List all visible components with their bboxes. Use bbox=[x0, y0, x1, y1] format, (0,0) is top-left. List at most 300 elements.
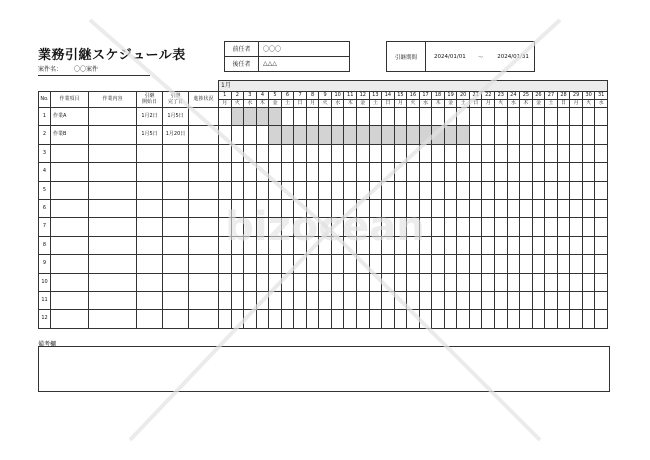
gantt-cell[interactable] bbox=[545, 126, 558, 144]
gantt-cell[interactable] bbox=[219, 255, 232, 273]
gantt-cell[interactable] bbox=[482, 218, 495, 236]
gantt-cell[interactable] bbox=[545, 181, 558, 199]
gantt-cell[interactable] bbox=[369, 144, 382, 162]
gantt-cell[interactable] bbox=[419, 218, 432, 236]
gantt-bar-cell[interactable] bbox=[294, 126, 307, 144]
gantt-cell[interactable] bbox=[369, 310, 382, 328]
gantt-cell[interactable] bbox=[219, 163, 232, 181]
gantt-cell[interactable] bbox=[357, 163, 370, 181]
gantt-cell[interactable] bbox=[595, 163, 608, 181]
gantt-cell[interactable] bbox=[231, 199, 244, 217]
gantt-cell[interactable] bbox=[319, 273, 332, 291]
gantt-cell[interactable] bbox=[419, 255, 432, 273]
gantt-cell[interactable] bbox=[520, 181, 533, 199]
gantt-cell[interactable] bbox=[595, 126, 608, 144]
gantt-cell[interactable] bbox=[595, 291, 608, 309]
gantt-bar-cell[interactable] bbox=[231, 108, 244, 126]
gantt-cell[interactable] bbox=[495, 163, 508, 181]
gantt-cell[interactable] bbox=[219, 108, 232, 126]
gantt-cell[interactable] bbox=[570, 236, 583, 254]
gantt-cell[interactable] bbox=[495, 273, 508, 291]
gantt-cell[interactable] bbox=[432, 255, 445, 273]
gantt-cell[interactable] bbox=[331, 218, 344, 236]
gantt-cell[interactable] bbox=[520, 163, 533, 181]
gantt-cell[interactable] bbox=[520, 108, 533, 126]
gantt-cell[interactable] bbox=[407, 273, 420, 291]
gantt-cell[interactable] bbox=[570, 218, 583, 236]
gantt-cell[interactable] bbox=[306, 255, 319, 273]
gantt-cell[interactable] bbox=[231, 236, 244, 254]
gantt-cell[interactable] bbox=[319, 108, 332, 126]
gantt-cell[interactable] bbox=[545, 255, 558, 273]
gantt-cell[interactable] bbox=[545, 144, 558, 162]
gantt-cell[interactable] bbox=[432, 144, 445, 162]
gantt-cell[interactable] bbox=[532, 218, 545, 236]
gantt-cell[interactable] bbox=[507, 310, 520, 328]
remarks-box[interactable] bbox=[38, 346, 610, 392]
gantt-cell[interactable] bbox=[306, 310, 319, 328]
gantt-cell[interactable] bbox=[532, 291, 545, 309]
gantt-cell[interactable] bbox=[532, 199, 545, 217]
gantt-cell[interactable] bbox=[244, 255, 257, 273]
gantt-cell[interactable] bbox=[557, 199, 570, 217]
gantt-cell[interactable] bbox=[344, 163, 357, 181]
gantt-cell[interactable] bbox=[419, 291, 432, 309]
gantt-cell[interactable] bbox=[557, 108, 570, 126]
gantt-cell[interactable] bbox=[482, 310, 495, 328]
gantt-cell[interactable] bbox=[469, 126, 482, 144]
gantt-cell[interactable] bbox=[231, 255, 244, 273]
gantt-cell[interactable] bbox=[344, 144, 357, 162]
gantt-cell[interactable] bbox=[382, 273, 395, 291]
gantt-cell[interactable] bbox=[432, 273, 445, 291]
gantt-cell[interactable] bbox=[520, 255, 533, 273]
gantt-cell[interactable] bbox=[294, 108, 307, 126]
gantt-cell[interactable] bbox=[394, 108, 407, 126]
gantt-cell[interactable] bbox=[369, 291, 382, 309]
gantt-cell[interactable] bbox=[244, 163, 257, 181]
gantt-cell[interactable] bbox=[382, 255, 395, 273]
gantt-cell[interactable] bbox=[369, 218, 382, 236]
gantt-cell[interactable] bbox=[382, 181, 395, 199]
gantt-cell[interactable] bbox=[244, 291, 257, 309]
gantt-cell[interactable] bbox=[432, 310, 445, 328]
gantt-cell[interactable] bbox=[382, 108, 395, 126]
gantt-cell[interactable] bbox=[394, 181, 407, 199]
gantt-cell[interactable] bbox=[507, 181, 520, 199]
gantt-bar-cell[interactable] bbox=[269, 108, 282, 126]
gantt-cell[interactable] bbox=[281, 218, 294, 236]
gantt-cell[interactable] bbox=[357, 218, 370, 236]
gantt-cell[interactable] bbox=[495, 108, 508, 126]
gantt-cell[interactable] bbox=[507, 126, 520, 144]
gantt-cell[interactable] bbox=[457, 144, 470, 162]
gantt-cell[interactable] bbox=[582, 310, 595, 328]
gantt-cell[interactable] bbox=[382, 236, 395, 254]
gantt-cell[interactable] bbox=[281, 199, 294, 217]
gantt-cell[interactable] bbox=[482, 236, 495, 254]
gantt-cell[interactable] bbox=[495, 144, 508, 162]
gantt-cell[interactable] bbox=[432, 108, 445, 126]
gantt-cell[interactable] bbox=[331, 291, 344, 309]
gantt-cell[interactable] bbox=[570, 144, 583, 162]
gantt-cell[interactable] bbox=[444, 163, 457, 181]
gantt-cell[interactable] bbox=[595, 310, 608, 328]
gantt-cell[interactable] bbox=[269, 310, 282, 328]
gantt-cell[interactable] bbox=[582, 108, 595, 126]
gantt-cell[interactable] bbox=[231, 310, 244, 328]
gantt-cell[interactable] bbox=[269, 163, 282, 181]
gantt-cell[interactable] bbox=[507, 273, 520, 291]
gantt-cell[interactable] bbox=[269, 181, 282, 199]
gantt-cell[interactable] bbox=[319, 236, 332, 254]
gantt-cell[interactable] bbox=[532, 144, 545, 162]
gantt-cell[interactable] bbox=[331, 273, 344, 291]
gantt-cell[interactable] bbox=[570, 163, 583, 181]
gantt-cell[interactable] bbox=[369, 181, 382, 199]
gantt-cell[interactable] bbox=[532, 236, 545, 254]
gantt-cell[interactable] bbox=[482, 144, 495, 162]
gantt-cell[interactable] bbox=[294, 291, 307, 309]
gantt-cell[interactable] bbox=[595, 181, 608, 199]
gantt-cell[interactable] bbox=[407, 181, 420, 199]
gantt-cell[interactable] bbox=[294, 199, 307, 217]
gantt-cell[interactable] bbox=[394, 163, 407, 181]
gantt-cell[interactable] bbox=[344, 291, 357, 309]
gantt-cell[interactable] bbox=[457, 310, 470, 328]
gantt-cell[interactable] bbox=[319, 291, 332, 309]
gantt-cell[interactable] bbox=[269, 291, 282, 309]
gantt-cell[interactable] bbox=[457, 181, 470, 199]
gantt-cell[interactable] bbox=[306, 144, 319, 162]
gantt-cell[interactable] bbox=[495, 218, 508, 236]
gantt-cell[interactable] bbox=[557, 310, 570, 328]
gantt-cell[interactable] bbox=[595, 255, 608, 273]
gantt-cell[interactable] bbox=[281, 273, 294, 291]
gantt-cell[interactable] bbox=[219, 310, 232, 328]
gantt-cell[interactable] bbox=[457, 163, 470, 181]
gantt-cell[interactable] bbox=[582, 255, 595, 273]
gantt-cell[interactable] bbox=[294, 255, 307, 273]
gantt-cell[interactable] bbox=[444, 310, 457, 328]
gantt-cell[interactable] bbox=[444, 144, 457, 162]
gantt-cell[interactable] bbox=[319, 310, 332, 328]
gantt-cell[interactable] bbox=[281, 255, 294, 273]
gantt-cell[interactable] bbox=[595, 236, 608, 254]
gantt-cell[interactable] bbox=[244, 144, 257, 162]
gantt-cell[interactable] bbox=[532, 163, 545, 181]
gantt-cell[interactable] bbox=[520, 144, 533, 162]
gantt-bar-cell[interactable] bbox=[331, 126, 344, 144]
gantt-cell[interactable] bbox=[319, 181, 332, 199]
gantt-cell[interactable] bbox=[407, 218, 420, 236]
gantt-cell[interactable] bbox=[532, 108, 545, 126]
gantt-bar-cell[interactable] bbox=[419, 126, 432, 144]
gantt-cell[interactable] bbox=[344, 218, 357, 236]
gantt-cell[interactable] bbox=[444, 108, 457, 126]
gantt-cell[interactable] bbox=[532, 126, 545, 144]
gantt-cell[interactable] bbox=[582, 126, 595, 144]
gantt-cell[interactable] bbox=[219, 126, 232, 144]
gantt-cell[interactable] bbox=[269, 255, 282, 273]
gantt-cell[interactable] bbox=[407, 163, 420, 181]
gantt-cell[interactable] bbox=[344, 236, 357, 254]
gantt-cell[interactable] bbox=[231, 144, 244, 162]
gantt-cell[interactable] bbox=[357, 199, 370, 217]
gantt-bar-cell[interactable] bbox=[256, 108, 269, 126]
gantt-cell[interactable] bbox=[570, 255, 583, 273]
gantt-cell[interactable] bbox=[495, 236, 508, 254]
gantt-cell[interactable] bbox=[256, 218, 269, 236]
gantt-cell[interactable] bbox=[482, 181, 495, 199]
gantt-cell[interactable] bbox=[244, 218, 257, 236]
gantt-cell[interactable] bbox=[457, 108, 470, 126]
gantt-cell[interactable] bbox=[357, 108, 370, 126]
gantt-cell[interactable] bbox=[419, 199, 432, 217]
gantt-cell[interactable] bbox=[570, 126, 583, 144]
gantt-cell[interactable] bbox=[256, 144, 269, 162]
gantt-cell[interactable] bbox=[244, 273, 257, 291]
gantt-cell[interactable] bbox=[231, 163, 244, 181]
gantt-cell[interactable] bbox=[319, 255, 332, 273]
gantt-cell[interactable] bbox=[482, 163, 495, 181]
gantt-cell[interactable] bbox=[545, 218, 558, 236]
gantt-cell[interactable] bbox=[306, 163, 319, 181]
gantt-cell[interactable] bbox=[357, 291, 370, 309]
gantt-cell[interactable] bbox=[495, 291, 508, 309]
gantt-cell[interactable] bbox=[294, 273, 307, 291]
gantt-cell[interactable] bbox=[281, 181, 294, 199]
gantt-cell[interactable] bbox=[231, 218, 244, 236]
gantt-cell[interactable] bbox=[432, 236, 445, 254]
gantt-cell[interactable] bbox=[582, 273, 595, 291]
gantt-cell[interactable] bbox=[520, 236, 533, 254]
gantt-cell[interactable] bbox=[219, 181, 232, 199]
gantt-cell[interactable] bbox=[219, 236, 232, 254]
gantt-cell[interactable] bbox=[344, 255, 357, 273]
gantt-bar-cell[interactable] bbox=[394, 126, 407, 144]
gantt-cell[interactable] bbox=[294, 218, 307, 236]
gantt-cell[interactable] bbox=[357, 310, 370, 328]
gantt-cell[interactable] bbox=[256, 255, 269, 273]
gantt-cell[interactable] bbox=[256, 126, 269, 144]
gantt-cell[interactable] bbox=[407, 144, 420, 162]
gantt-cell[interactable] bbox=[570, 199, 583, 217]
gantt-cell[interactable] bbox=[306, 181, 319, 199]
gantt-cell[interactable] bbox=[306, 236, 319, 254]
gantt-cell[interactable] bbox=[382, 218, 395, 236]
gantt-cell[interactable] bbox=[432, 163, 445, 181]
gantt-cell[interactable] bbox=[570, 108, 583, 126]
gantt-cell[interactable] bbox=[520, 273, 533, 291]
gantt-cell[interactable] bbox=[394, 144, 407, 162]
gantt-cell[interactable] bbox=[269, 236, 282, 254]
gantt-cell[interactable] bbox=[269, 144, 282, 162]
gantt-cell[interactable] bbox=[469, 273, 482, 291]
gantt-cell[interactable] bbox=[382, 163, 395, 181]
gantt-cell[interactable] bbox=[520, 218, 533, 236]
gantt-cell[interactable] bbox=[595, 218, 608, 236]
gantt-cell[interactable] bbox=[407, 310, 420, 328]
gantt-cell[interactable] bbox=[331, 255, 344, 273]
gantt-cell[interactable] bbox=[256, 163, 269, 181]
gantt-cell[interactable] bbox=[469, 181, 482, 199]
gantt-cell[interactable] bbox=[256, 236, 269, 254]
gantt-cell[interactable] bbox=[469, 163, 482, 181]
gantt-cell[interactable] bbox=[457, 199, 470, 217]
gantt-cell[interactable] bbox=[281, 291, 294, 309]
gantt-cell[interactable] bbox=[482, 273, 495, 291]
gantt-cell[interactable] bbox=[407, 255, 420, 273]
gantt-cell[interactable] bbox=[419, 181, 432, 199]
gantt-cell[interactable] bbox=[344, 310, 357, 328]
gantt-cell[interactable] bbox=[244, 199, 257, 217]
gantt-cell[interactable] bbox=[532, 273, 545, 291]
gantt-cell[interactable] bbox=[319, 144, 332, 162]
gantt-cell[interactable] bbox=[557, 291, 570, 309]
gantt-cell[interactable] bbox=[394, 310, 407, 328]
gantt-cell[interactable] bbox=[482, 291, 495, 309]
gantt-cell[interactable] bbox=[457, 218, 470, 236]
gantt-cell[interactable] bbox=[219, 273, 232, 291]
gantt-cell[interactable] bbox=[394, 218, 407, 236]
gantt-cell[interactable] bbox=[231, 291, 244, 309]
gantt-cell[interactable] bbox=[269, 218, 282, 236]
gantt-cell[interactable] bbox=[520, 126, 533, 144]
gantt-cell[interactable] bbox=[482, 255, 495, 273]
gantt-bar-cell[interactable] bbox=[407, 126, 420, 144]
gantt-cell[interactable] bbox=[595, 144, 608, 162]
gantt-cell[interactable] bbox=[319, 218, 332, 236]
gantt-cell[interactable] bbox=[382, 199, 395, 217]
gantt-cell[interactable] bbox=[219, 199, 232, 217]
gantt-cell[interactable] bbox=[357, 273, 370, 291]
gantt-cell[interactable] bbox=[507, 255, 520, 273]
gantt-cell[interactable] bbox=[256, 273, 269, 291]
gantt-cell[interactable] bbox=[344, 199, 357, 217]
gantt-cell[interactable] bbox=[532, 181, 545, 199]
gantt-cell[interactable] bbox=[582, 163, 595, 181]
gantt-cell[interactable] bbox=[369, 199, 382, 217]
gantt-cell[interactable] bbox=[469, 310, 482, 328]
gantt-cell[interactable] bbox=[331, 236, 344, 254]
gantt-cell[interactable] bbox=[244, 310, 257, 328]
gantt-cell[interactable] bbox=[444, 273, 457, 291]
gantt-cell[interactable] bbox=[595, 108, 608, 126]
gantt-cell[interactable] bbox=[407, 236, 420, 254]
gantt-cell[interactable] bbox=[557, 126, 570, 144]
gantt-cell[interactable] bbox=[344, 273, 357, 291]
gantt-cell[interactable] bbox=[419, 163, 432, 181]
gantt-bar-cell[interactable] bbox=[244, 108, 257, 126]
gantt-cell[interactable] bbox=[219, 144, 232, 162]
gantt-cell[interactable] bbox=[269, 273, 282, 291]
gantt-cell[interactable] bbox=[419, 236, 432, 254]
gantt-cell[interactable] bbox=[306, 199, 319, 217]
gantt-bar-cell[interactable] bbox=[432, 126, 445, 144]
gantt-cell[interactable] bbox=[231, 126, 244, 144]
gantt-cell[interactable] bbox=[557, 273, 570, 291]
gantt-cell[interactable] bbox=[294, 236, 307, 254]
gantt-cell[interactable] bbox=[595, 199, 608, 217]
gantt-cell[interactable] bbox=[369, 236, 382, 254]
gantt-cell[interactable] bbox=[507, 291, 520, 309]
gantt-cell[interactable] bbox=[357, 236, 370, 254]
gantt-bar-cell[interactable] bbox=[369, 126, 382, 144]
gantt-cell[interactable] bbox=[382, 291, 395, 309]
gantt-cell[interactable] bbox=[244, 181, 257, 199]
gantt-cell[interactable] bbox=[419, 273, 432, 291]
gantt-cell[interactable] bbox=[294, 181, 307, 199]
gantt-cell[interactable] bbox=[507, 108, 520, 126]
gantt-cell[interactable] bbox=[281, 108, 294, 126]
gantt-cell[interactable] bbox=[520, 310, 533, 328]
gantt-cell[interactable] bbox=[344, 181, 357, 199]
gantt-bar-cell[interactable] bbox=[457, 126, 470, 144]
gantt-cell[interactable] bbox=[469, 291, 482, 309]
gantt-cell[interactable] bbox=[306, 273, 319, 291]
gantt-cell[interactable] bbox=[520, 291, 533, 309]
gantt-cell[interactable] bbox=[331, 310, 344, 328]
gantt-cell[interactable] bbox=[331, 108, 344, 126]
gantt-cell[interactable] bbox=[482, 126, 495, 144]
gantt-cell[interactable] bbox=[582, 291, 595, 309]
gantt-cell[interactable] bbox=[545, 236, 558, 254]
gantt-cell[interactable] bbox=[495, 199, 508, 217]
gantt-cell[interactable] bbox=[231, 273, 244, 291]
gantt-cell[interactable] bbox=[570, 310, 583, 328]
gantt-cell[interactable] bbox=[419, 310, 432, 328]
gantt-cell[interactable] bbox=[432, 218, 445, 236]
gantt-cell[interactable] bbox=[382, 310, 395, 328]
gantt-cell[interactable] bbox=[545, 108, 558, 126]
gantt-cell[interactable] bbox=[532, 310, 545, 328]
gantt-cell[interactable] bbox=[520, 199, 533, 217]
gantt-cell[interactable] bbox=[319, 199, 332, 217]
gantt-cell[interactable] bbox=[495, 126, 508, 144]
gantt-cell[interactable] bbox=[570, 291, 583, 309]
gantt-cell[interactable] bbox=[457, 255, 470, 273]
gantt-cell[interactable] bbox=[407, 108, 420, 126]
gantt-cell[interactable] bbox=[331, 163, 344, 181]
gantt-cell[interactable] bbox=[306, 218, 319, 236]
gantt-cell[interactable] bbox=[306, 291, 319, 309]
gantt-cell[interactable] bbox=[357, 181, 370, 199]
gantt-cell[interactable] bbox=[394, 273, 407, 291]
gantt-cell[interactable] bbox=[557, 255, 570, 273]
gantt-cell[interactable] bbox=[507, 218, 520, 236]
gantt-cell[interactable] bbox=[545, 310, 558, 328]
gantt-cell[interactable] bbox=[357, 144, 370, 162]
gantt-cell[interactable] bbox=[256, 310, 269, 328]
gantt-cell[interactable] bbox=[256, 199, 269, 217]
gantt-cell[interactable] bbox=[545, 199, 558, 217]
gantt-cell[interactable] bbox=[582, 199, 595, 217]
gantt-cell[interactable] bbox=[582, 236, 595, 254]
gantt-cell[interactable] bbox=[570, 273, 583, 291]
gantt-cell[interactable] bbox=[269, 199, 282, 217]
gantt-cell[interactable] bbox=[231, 181, 244, 199]
gantt-cell[interactable] bbox=[319, 163, 332, 181]
gantt-bar-cell[interactable] bbox=[269, 126, 282, 144]
gantt-cell[interactable] bbox=[557, 218, 570, 236]
gantt-cell[interactable] bbox=[444, 199, 457, 217]
gantt-cell[interactable] bbox=[369, 108, 382, 126]
gantt-cell[interactable] bbox=[369, 273, 382, 291]
gantt-cell[interactable] bbox=[557, 163, 570, 181]
gantt-cell[interactable] bbox=[469, 236, 482, 254]
gantt-cell[interactable] bbox=[532, 255, 545, 273]
